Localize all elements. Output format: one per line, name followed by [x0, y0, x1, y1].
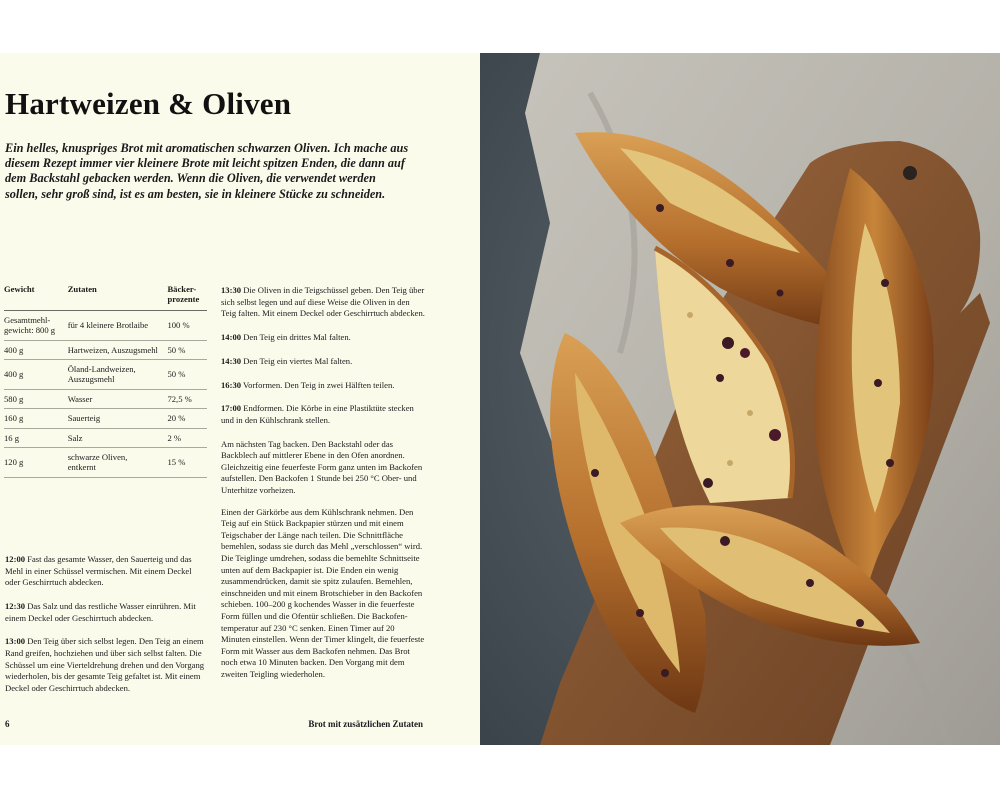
- table-row: [4, 409, 207, 428]
- method-step: [221, 356, 425, 368]
- step-time: 14:30: [221, 355, 242, 366]
- step-time: 13:00: [5, 636, 26, 647]
- step-time: 17:00: [221, 403, 242, 414]
- table-cell: 20 %: [167, 409, 207, 428]
- right-page: [480, 53, 1000, 745]
- column-header: Zutaten: [68, 284, 168, 310]
- step-text: Den Teig ein drittes Mal falten.: [241, 331, 351, 342]
- method-steps-right: [221, 285, 425, 691]
- table-cell: 50 %: [167, 360, 207, 390]
- table-cell: 100 %: [167, 310, 207, 340]
- table-cell: Gesamtmehl- gewicht: 800 g: [4, 310, 68, 340]
- step-text: Den Teig über sich selbst legen. Den Teig an einem Rand greifen, hochziehen und über sich selbst falten. Die Schüssel um eine Vierteldrehung drehen und den Vorgang wiederholen, bis der gesamte Teig gefaltet ist. Mit einem Deckel oder Geschirrtuch abdecken.: [5, 636, 205, 693]
- table-header-row: [4, 284, 207, 310]
- table-cell: für 4 kleinere Brotlaibe: [68, 310, 168, 340]
- recipe-intro: Ein helles, knuspriges Brot mit aromatischen schwarzen Oliven. Ich mache aus diesem Rezept immer vier kleinere Brote mit leicht spitzen Enden, die dann auf dem Backstahl gebacken werden. Wenn die Oliven, die verwendet werden sollen, sehr groß sind, ist es am besten, sie in kleinere Stücke zu schneiden.: [5, 141, 409, 201]
- ingredient-table: [4, 284, 207, 478]
- column-header: Bäcker- prozente: [167, 284, 207, 310]
- table-cell: Hartweizen, Auszugsmehl: [68, 340, 168, 359]
- table-cell: schwarze Oliven, entkernt: [68, 448, 168, 478]
- method-step: [5, 601, 205, 624]
- step-text: Den Teig ein viertes Mal falten.: [241, 355, 353, 366]
- step-text: Vorformen. Den Teig in zwei Hälften teilen.: [241, 379, 395, 390]
- page-number: 6: [5, 719, 10, 729]
- recipe-title: Hartweizen & Oliven: [5, 86, 292, 121]
- table-cell: Öland-Landweizen, Auszugsmehl: [68, 360, 168, 390]
- method-step: [221, 403, 425, 426]
- step-text: Das Salz und das restliche Wasser einrühren. Mit einem Deckel oder Geschirrtuch abdecken.: [5, 600, 196, 623]
- table-cell: 160 g: [4, 409, 68, 428]
- table-cell: 16 g: [4, 428, 68, 447]
- table-cell: 2 %: [167, 428, 207, 447]
- table-row: [4, 428, 207, 447]
- running-title: Brot mit zusätzlichen Zutaten: [308, 719, 423, 729]
- step-text: Die Oliven in die Teigschüssel geben. Den Teig über sich selbst legen und auf diese Weise die Oliven in den Teig falten. Mit einem Deckel oder Geschirrtuch abdecken.: [221, 285, 425, 319]
- table-cell: 580 g: [4, 389, 68, 408]
- table-row: [4, 340, 207, 359]
- method-paragraph: Am nächsten Tag backen. Den Backstahl oder das Backblech auf mittlerer Ebene in den Ofen anordnen. Gleichzeitig eine feuerfeste Form ganz unten im Backofen aufstellen. Den Backofen 1 Stunde bei 250 °C Ober- und Unterhitze vorheizen.: [221, 438, 423, 496]
- method-step: [5, 636, 205, 694]
- bread-loaves-photo: [480, 53, 1000, 745]
- step-time: 16:30: [221, 379, 242, 390]
- table-row: [4, 360, 207, 390]
- method-step: [221, 285, 425, 320]
- board-hole: [903, 166, 917, 180]
- column-header: Gewicht: [4, 284, 68, 310]
- table-row: [4, 448, 207, 478]
- step-time: 12:00: [5, 554, 26, 564]
- step-text: Fast das gesamte Wasser, den Sauerteig und das Mehl in einer Schüssel vermischen. Mit einem Deckel oder Geschirrtuch abdecken.: [5, 554, 192, 588]
- method-paragraph: Einen der Gärkörbe aus dem Kühlschrank nehmen. Den Teig auf ein Stück Backpapier stürzen und mit einem Teigschaber der Länge nach teilen. Die Schnittfläche bemehlen, sodass sie durch das Mehl „verschlossen“ wird. Die Teiglinge umdrehen, sodass die bemehlte Schnittseite unten auf dem Backpapier ist. Die Enden ein wenig zusammendrücken, damit sie spitz zulaufen. Bemehlen, einschneiden und mit einem Brotschieber in den Backofen schieben. 100–200 g kochendes Wasser in die feuerfeste Form füllen und die Ofentür schließen. Die Backofen-temperatur auf 230 °C senken. Einen Timer auf 20 Minuten einstellen. Wenn der Timer klingelt, die feuerfeste Form mit Wasser aus dem Backofen nehmen. Das Brot noch etwa 10 Minuten backen. Den Vorgang mit dem zweiten Teigling wiederholen.: [221, 506, 425, 679]
- step-text: Endformen. Die Körbe in eine Plastiktüte stecken und in den Kühlschrank stellen.: [221, 403, 414, 425]
- method-step: [221, 380, 425, 392]
- table-cell: 120 g: [4, 448, 68, 478]
- table-cell: 15 %: [167, 448, 207, 478]
- table-cell: 72,5 %: [167, 389, 207, 408]
- step-time: 12:30: [5, 600, 26, 611]
- table-row: [4, 310, 207, 340]
- table-row: [4, 389, 207, 408]
- method-step: [5, 554, 205, 589]
- table-cell: Sauerteig: [68, 409, 168, 428]
- method-steps-left: [5, 554, 205, 707]
- step-time: 14:00: [221, 331, 242, 342]
- method-step: [221, 332, 425, 344]
- table-cell: Salz: [68, 428, 168, 447]
- table-cell: 400 g: [4, 340, 68, 359]
- step-time: 13:30: [221, 285, 242, 295]
- table-cell: Wasser: [68, 389, 168, 408]
- table-cell: 400 g: [4, 360, 68, 390]
- table-cell: 50 %: [167, 340, 207, 359]
